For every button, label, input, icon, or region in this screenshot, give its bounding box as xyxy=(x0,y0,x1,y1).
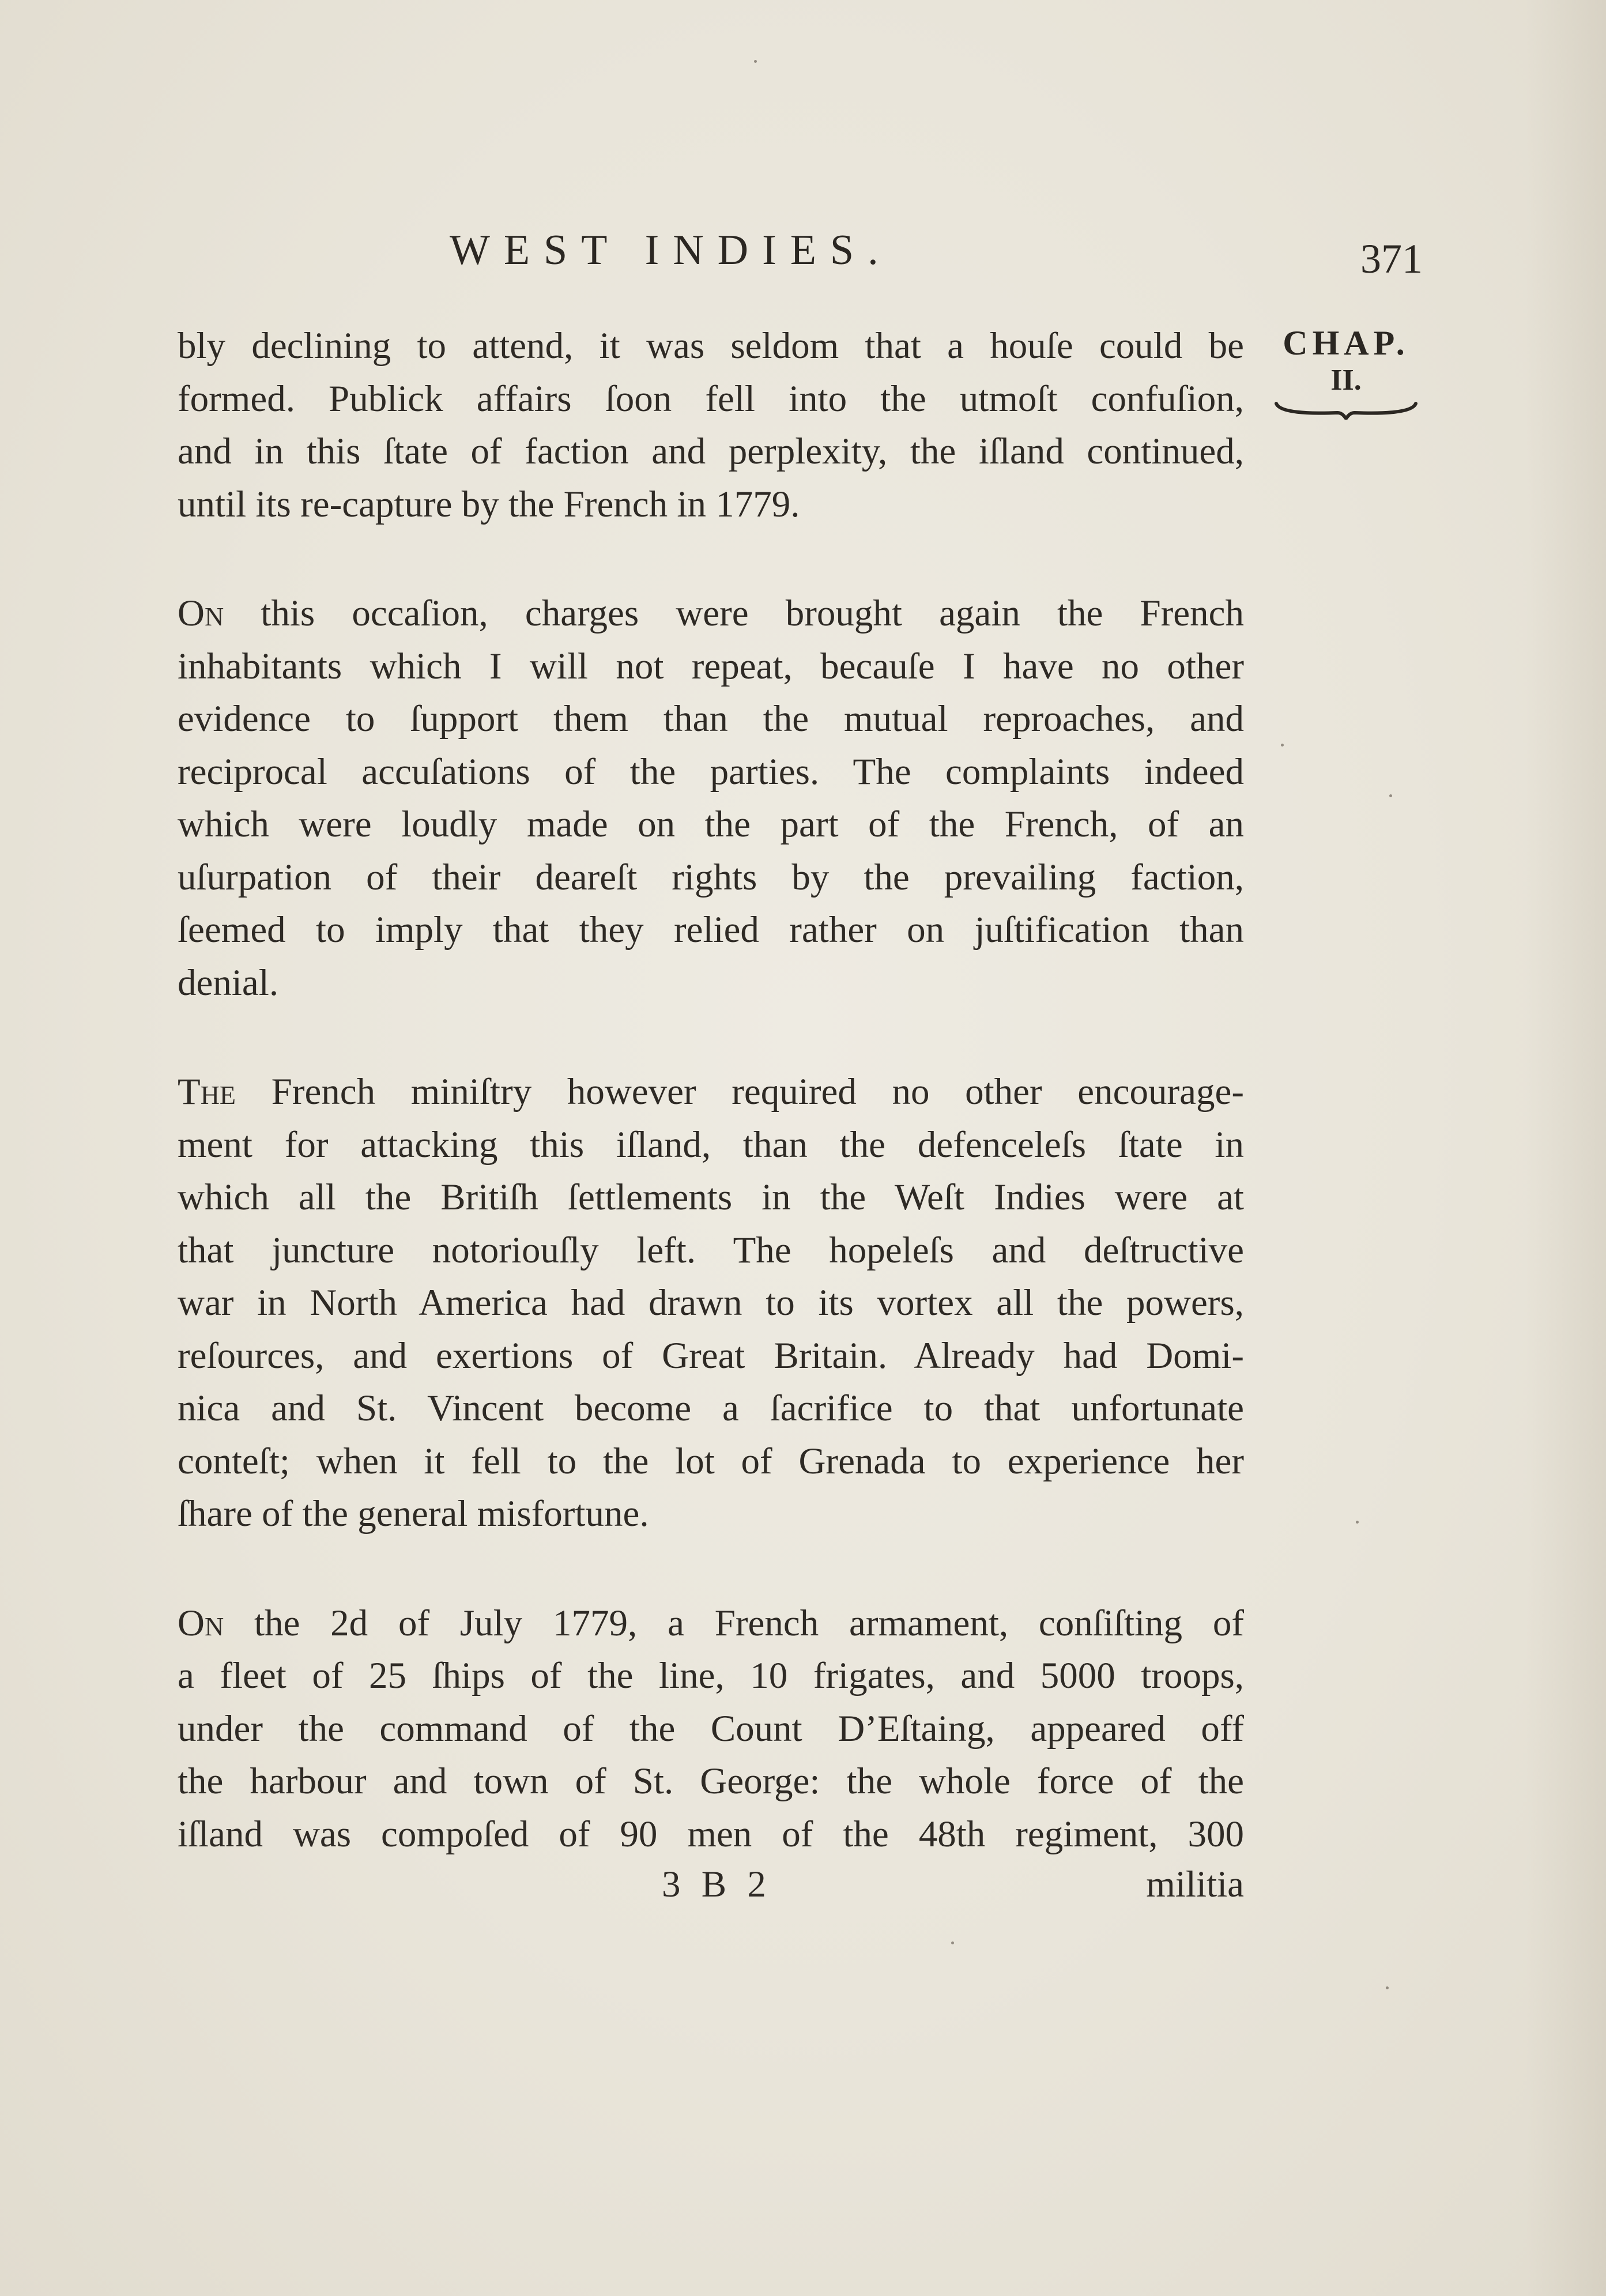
text-line-rest: the 2d of July 1779, a French armament, conſiſting of xyxy=(224,1602,1244,1644)
text-line: that juncture notoriouſly left. The hopeleſs and deſtructive xyxy=(178,1229,1244,1271)
text-line: which were loudly made on the part of the French, of an xyxy=(178,804,1244,845)
lead-word: On xyxy=(178,1602,224,1644)
text-line: conteſt; when it fell to the lot of Grenada to experience her xyxy=(178,1440,1244,1482)
text-line: war in North America had drawn to its vortex all the powers, xyxy=(178,1282,1244,1324)
text-line: the harbour and town of St. George: the whole force of the xyxy=(178,1760,1244,1802)
page-footer xyxy=(178,1863,1244,1909)
chapter-label: CHAP. xyxy=(1283,324,1409,362)
text-line: and in this ſtate of faction and perplexity, the iſland continued, xyxy=(178,431,1244,472)
text-line: ſeemed to imply that they relied rather on juſtification than xyxy=(178,909,1244,951)
chapter-number: II. xyxy=(1330,364,1362,397)
page-number: 371 xyxy=(1360,236,1423,282)
chapter-brace-ornament xyxy=(1274,400,1418,420)
text-line: ſhare of the general misfortune. xyxy=(178,1493,649,1535)
text-line: denial. xyxy=(178,962,279,1004)
text-line xyxy=(178,587,1244,640)
text-line: ment for attacking this iſland, than the defenceleſs ſtate in xyxy=(178,1124,1244,1166)
text-line-rest: French miniſtry however required no other encourage- xyxy=(236,1071,1244,1113)
text-line-rest: this occaſion, charges were brought again the French xyxy=(224,593,1244,634)
text-line: iſland was compoſed of 90 men of the 48th regiment, 300 xyxy=(178,1813,1244,1855)
running-title: WEST INDIES. xyxy=(450,227,892,274)
paper-speck xyxy=(1356,1521,1359,1524)
text-line: which all the Britiſh ſettlements in the Weſt Indies were at xyxy=(178,1177,1244,1218)
paragraph-3 xyxy=(178,1066,1244,1541)
text-line xyxy=(178,1597,1244,1650)
text-line: reſources, and exertions of Great Britain. Already had Domi- xyxy=(178,1334,1244,1377)
text-line: a fleet of 25 ſhips of the line, 10 frigates, and 5000 troops, xyxy=(178,1655,1244,1696)
paper-speck xyxy=(1389,794,1392,797)
lead-word: On xyxy=(178,593,224,634)
text-line: reciprocal accuſations of the parties. The complaints indeed xyxy=(178,751,1244,793)
lead-word: The xyxy=(178,1071,236,1113)
body-text xyxy=(178,320,1244,1861)
text-line xyxy=(178,1066,1244,1119)
paper-speck xyxy=(754,60,757,63)
paper-speck xyxy=(1281,744,1284,747)
text-line: until its re-capture by the French in 1779. xyxy=(178,483,800,525)
signature-mark: 3 B 2 xyxy=(662,1864,772,1905)
text-line: bly declining to attend, it was seldom that a houſe could be xyxy=(178,325,1244,367)
paper-speck xyxy=(951,1941,954,1944)
page-edge-shadow xyxy=(1525,0,1606,2296)
text-line: inhabitants which I will not repeat, becauſe I have no other xyxy=(178,645,1244,687)
paragraph-1 xyxy=(178,320,1244,531)
catchword: militia xyxy=(1146,1864,1244,1905)
text-line: nica and St. Vincent become a ſacrifice to that unfortunate xyxy=(178,1388,1244,1429)
paper-speck xyxy=(1386,1986,1389,1989)
text-line: formed. Publick affairs ſoon fell into the utmoſt confuſion, xyxy=(178,378,1244,420)
paragraph-2 xyxy=(178,587,1244,1009)
text-line: under the command of the Count D’Eſtaing, appeared off xyxy=(178,1707,1244,1750)
paragraph-4 xyxy=(178,1597,1244,1861)
text-line: evidence to ſupport them than the mutual reproaches, and xyxy=(178,698,1244,740)
chapter-margin-note xyxy=(1271,323,1421,420)
text-line: uſurpation of their deareſt rights by the prevailing faction, xyxy=(178,856,1244,898)
